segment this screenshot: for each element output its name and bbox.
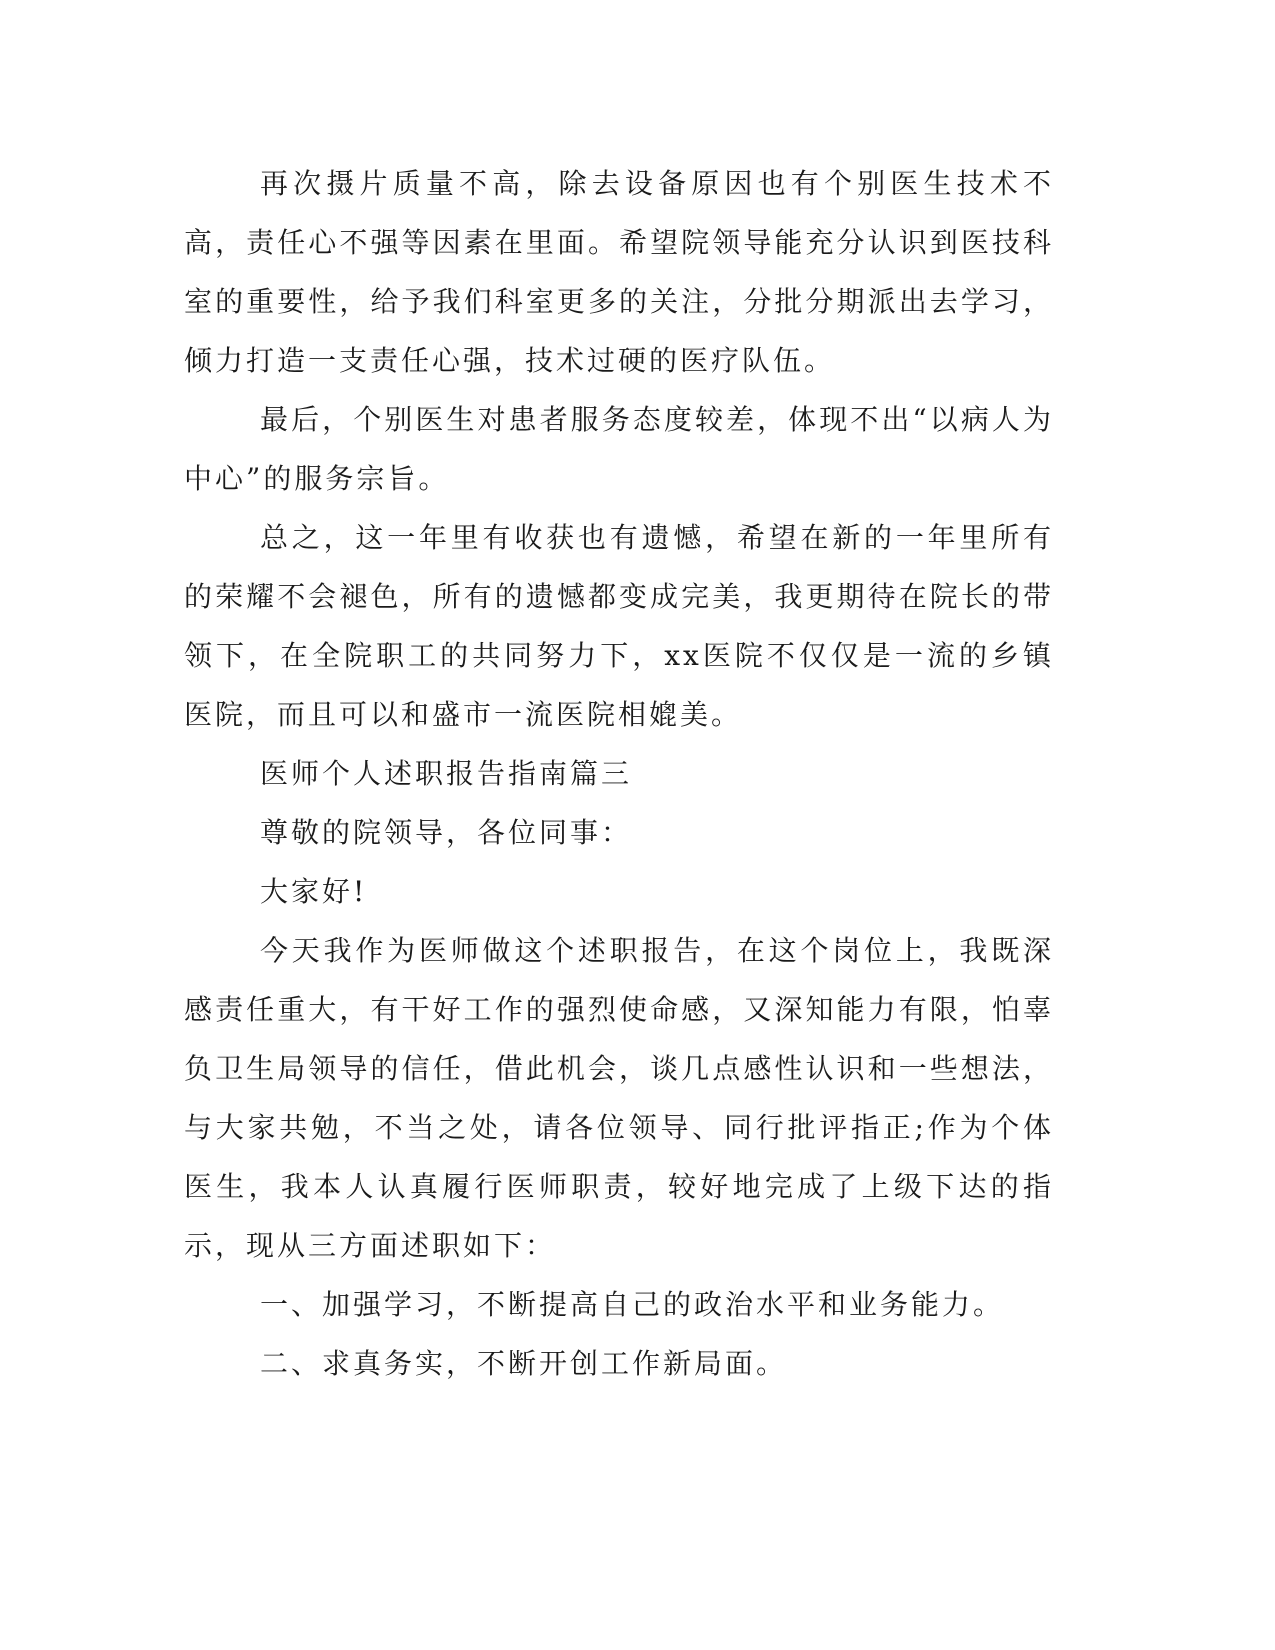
point-two: 二、求真务实，不断开创工作新局面。 (260, 1347, 788, 1380)
greeting: 大家好! (260, 875, 368, 908)
paragraph-3: 总之，这一年里有收获也有遗憾，希望在新的一年里所有的荣耀不会褪色，所有的遗憾都变成完美，我更期待在院长的带领下，在全院职工的共同努力下，xx医院不仅仅是一流的乡镇医院，而且可以和盛市一流医院相媲美。 (184, 521, 1054, 731)
section-heading: 医师个人述职报告指南篇三 (260, 757, 633, 790)
paragraph-1: 再次摄片质量不高，除去设备原因也有个别医生技术不高，责任心不强等因素在里面。希望院领导能充分认识到医技科室的重要性，给予我们科室更多的关注，分批分期派出去学习，倾力打造一支责任心强，技术过硬的医疗队伍。 (184, 167, 1054, 377)
salutation: 尊敬的院领导，各位同事： (260, 816, 633, 849)
paragraph-2: 最后，个别医生对患者服务态度较差，体现不出“以病人为中心”的服务宗旨。 (184, 403, 1054, 495)
document-body (184, 154, 1054, 1393)
point-one: 一、加强学习，不断提高自己的政治水平和业务能力。 (260, 1288, 1005, 1321)
paragraph-intro: 今天我作为医师做这个述职报告，在这个岗位上，我既深感责任重大，有干好工作的强烈使命感，又深知能力有限，怕辜负卫生局领导的信任，借此机会，谈几点感性认识和一些想法，与大家共勉，不当之处，请各位领导、同行批评指正;作为个体医生，我本人认真履行医师职责，较好地完成了上级下达的指示，现从三方面述职如下： (184, 934, 1054, 1262)
